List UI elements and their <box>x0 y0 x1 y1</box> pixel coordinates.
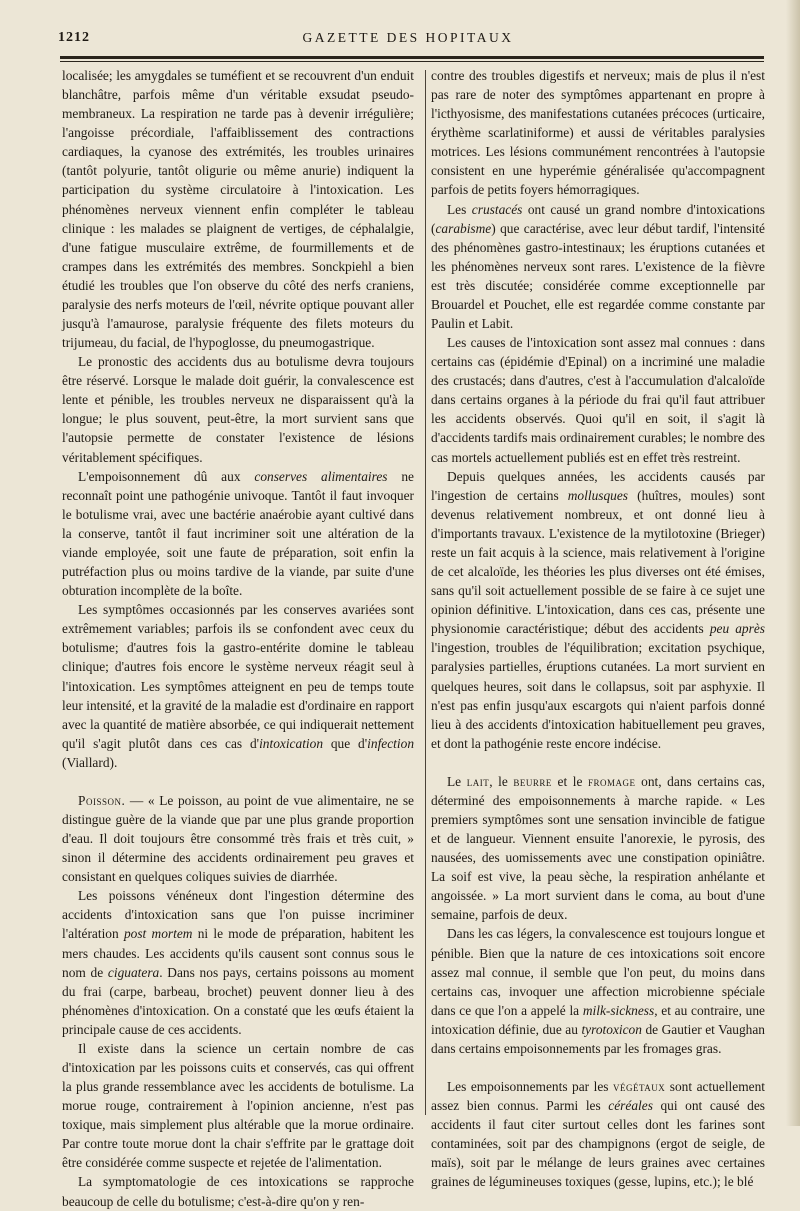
header-rule-thick <box>60 56 764 59</box>
italic-term: carabisme <box>435 220 492 236</box>
paragraph-text: ont causé un grand nombre d'intoxications ( <box>431 201 765 236</box>
journal-title: GAZETTE DES HOPITAUX <box>302 30 514 45</box>
section-lead: Poisson. <box>78 792 126 808</box>
paragraph-text: ne reconnaît point une pathogénie univoque. Tantôt il faut invoquer le botulisme vrai, avec une bactérie anaérobie ayant cultivé dans la conserve, tantôt il faut incriminer soit une altération de la viande employée, soit une faute de préparation, soit enfin la putréfaction plus ou moins tardive de la viande, par suite d'une obturation incomplète de la boîte. <box>62 468 414 599</box>
paragraph-text: que d' <box>323 735 368 751</box>
paragraph-vegetaux <box>431 1077 765 1191</box>
paragraph: Les causes de l'intoxication sont assez mal connues : dans certains cas (épidémie d'Epinal) on a incriminé une maladie des crustacés; dans d'autres, c'est à l'accumulation d'alcaloïde dans certains organes à la période du frai qu'il faut attribuer les accidents observés. Quoi qu'il en soit, il s'agit là d'accidents tardifs mais ordinairement curables; le nombre des cas mortels actuellement publiés est en effet très restreint. <box>431 335 765 465</box>
paragraph-text: (Viallard). <box>62 754 118 770</box>
paragraph: localisée; les amygdales se tuméfient et se recouvrent d'un enduit blanchâtre, parfois même d'un véritable exsudat pseudo-membraneux. La respiration ne tarde pas à devenir irrégulière; l'angoisse précordiale, l'affaiblissement des contractions cardiaques, la cyanose des extrémités, les troubles urinaires (tantôt polyurie, tantôt oligurie ou même anurie) indiquent la participation du système circulatoire à l'intoxication. Les phénomènes nerveux viennent enfin compléter le tableau clinique : les malades se plaignent de vertiges, de céphalalgie, d'une fatigue musculaire extrême, de fourmillements et de crampes dans les extrémités des membres. Sonckpiehl a bien étudié les troubles que l'on observe du côté des nerfs craniens, paralysie des nerfs moteurs de l'œil, névrite optique pouvant aller jusqu'à l'amaurose, paralysie fréquente des filets moteurs du trijumeau, du facial, de l'hypoglosse, du pneumogastrique. <box>62 68 414 351</box>
paragraph <box>62 600 414 772</box>
page-edge-stain <box>786 0 800 1126</box>
paragraph <box>62 467 414 601</box>
paragraph-text: Les symptômes occasionnés par les conserves avariées sont extrêmement variables; parfois ils se confondent avec ceux du botulisme; d'autres fois la gastro-entérite domine le tableau clinique; d'autres fois encore le système nerveux réagit seul à l'intoxication. Les symptômes atteignent en peu de temps toute leur intensité, et la gravité de la maladie est d'ordinaire en rapport avec la quantité de matière absorbée, ce qui indiquerait nettement qu'il s'agit plutôt dans ces cas d' <box>62 602 414 751</box>
page-header <box>56 28 760 54</box>
italic-term: post mortem <box>123 926 193 942</box>
right-column <box>431 66 765 1191</box>
paragraph-lait <box>431 772 765 925</box>
paragraph-text: l'ingestion, troubles de l'équilibration; excitation psychique, paralysies partielles, éruptions cutanées. La mort survient en quelques heures, soit dans le collapsus, soit par asphyxie. Il n'est pas enfin jusqu'aux escargots qui n'aient parfois donné lieu à des accidents d'intoxication habituellement peu graves, et dont la pathogénie reste encore indécise. <box>431 640 765 751</box>
paragraph-text: L'empoisonnement dû aux <box>78 468 255 484</box>
paragraph-text: , et au contraire, une intoxication définie, due au <box>431 1002 765 1037</box>
paragraph-poisson <box>62 791 414 886</box>
italic-term: peu après <box>709 621 765 637</box>
paragraph-text: de Gautier et Vaughan dans certains empoisonnements par les fromages gras. <box>431 1021 765 1056</box>
paragraph-text: , le <box>489 773 514 789</box>
paragraph-text: Les <box>447 201 472 217</box>
paragraph-text: sont actuellement assez bien connus. Parmi les <box>431 1078 765 1114</box>
paragraph-text: (huîtres, moules) sont devenus relativement nombreux, et ont donné lieu à d'importants travaux. L'existence de la mytilotoxine (Brieger) reste un fait acquis à la science, mais relativement à l'origine de cet alcaloïde, les théories les plus diverses ont été émises, sans qu'il soit actuellement possible de se faire à ce sujet une opinion définitive. L'intoxication, dans ces cas, présente une physionomie caractéristique; début des accidents <box>431 487 765 637</box>
paragraph <box>431 467 765 753</box>
paragraph-text: . Dans nos pays, certains poissons au moment du frai (carpe, barbeau, brochet) peuvent donner lieu à des phénomènes d'intoxication. On a constaté que les œufs étaient la principale cause de ces accidents. <box>62 964 414 1037</box>
left-column <box>62 66 414 1211</box>
page-number: 1212 <box>58 30 90 45</box>
italic-term: conserves alimentaires <box>254 468 388 484</box>
small-caps-term: fromage <box>588 773 636 789</box>
paragraph-text: Dans les cas légers, la convalescence est toujours longue et pénible. Bien que la nature de ces intoxications soit encore assez mal connue, il semble que l'on peut, du moins dans certains cas, invoquer une affection microbienne spéciale dans ce que l'on a appelé la <box>431 926 765 1018</box>
column-divider <box>425 70 426 1115</box>
paragraph: Le pronostic des accidents dus au botulisme devra toujours être réservé. Lorsque le malade doit guérir, la convalescence est lente et pénible, les troubles nerveux ne disparaissent qu'à la longue; le plus souvent, peut-être, la mort survient sans que l'autopsie permette de constater l'existence de lésions véritablement spécifiques. <box>62 354 414 465</box>
italic-term: milk-sickness <box>582 1002 655 1018</box>
paragraph-text: Les empoisonnements par les <box>447 1078 613 1094</box>
italic-term: ciguatera <box>107 964 160 980</box>
paragraph-text: et le <box>551 773 589 789</box>
paragraph-text: ) que caractérise, avec leur début tardif, l'intensité des phénomènes gastro-intestinaux; les éruptions cutanées et les phénomènes nerveux sont rares. L'existence de la fièvre est très discutée; considérée comme exceptionnelle par Brouardel et Pouchet, elle est regardée comme constante par Paulin et Labit. <box>431 220 765 332</box>
italic-term: infection <box>367 735 415 751</box>
paragraph-text: Depuis quelques années, les accidents causés par l'ingestion de certains <box>431 468 765 503</box>
paragraph-text: ni le mode de préparation, habitent les mers chaudes. Les accidents qu'ils causent sont connus sous le nom de <box>62 926 414 980</box>
italic-term: céréales <box>608 1098 653 1114</box>
italic-term: intoxication <box>259 735 324 751</box>
paragraph-text: — « Le poisson, au point de vue alimentaire, ne se distingue guère de la viande que par une plus grande proportion d'eau. Il doit toujours être consommé très frais et très cuit, » sinon il détermine des accidents ordinairement peu graves et consistant en quelques coliques suivies de diarrhée. <box>62 792 414 885</box>
small-caps-term: végétaux <box>612 1078 666 1094</box>
paragraph-text: Le <box>447 773 467 789</box>
paragraph-text: Les poissons vénéneux dont l'ingestion détermine des accidents d'intoxication sans que l'on puisse incriminer l'altération <box>62 888 414 942</box>
small-caps-term: lait <box>466 773 490 789</box>
paragraph: La symptomatologie de ces intoxications se rapproche beaucoup de celle du botulisme; c'est-à-dire qu'on y ren- <box>62 1174 414 1209</box>
italic-term: crustacés <box>471 201 523 217</box>
paragraph <box>431 200 765 334</box>
italic-term: tyrotoxicon <box>581 1021 642 1037</box>
paragraph <box>431 924 765 1058</box>
paragraph-text: qui ont causé des accidents il faut citer surtout celles dont les farines sont contaminées, soit par des champignons (ergot de seigle, de maïs), soit par le mélange de leurs graines avec certaines graines de légumineuses toxiques (gesse, lupins, etc.); le blé <box>431 1098 765 1190</box>
paragraph-text: ont, dans certains cas, déterminé des empoisonnements à marche rapide. « Les premiers symptômes sont une sensation invincible de fatigue et de langueur. Viennent ensuite l'anorexie, le pyrosis, des nausées, des uomissements avec une constipation opiniâtre. La soif est vive, la peau sèche, la respiration anhélante et angoissée. » La mort survient dans le coma, au bout d'une semaine, parfois de deux. <box>431 773 765 923</box>
header-rule-thin <box>60 61 764 62</box>
paragraph: contre des troubles digestifs et nerveux; mais de plus il n'est pas rare de noter des symptômes appartenant en propre à l'icthyosisme, des manifestations cutanées précoces (urticaire, érythème scarlatiniforme) et aussi de véritables paralysies motrices. Les lésions communément rencontrées à l'autopsie consistent en une hyperémie généralisée qu'accompagnent parfois de petits foyers hémorragiques. <box>431 68 765 198</box>
paragraph <box>62 886 414 1039</box>
paragraph: Il existe dans la science un certain nombre de cas d'intoxication par les poissons cuits et conservés, cas qui offrent la plus grande ressemblance avec les accidents de botulisme. La morue rouge, contrairement à l'opinion ancienne, n'est pas toxique, mais simplement plus altérable que la morue ordinaire. Par contre toute morue dont la chair s'effrite par le grattage doit être considérée comme suspecte et rejetée de l'alimentation. <box>62 1040 414 1171</box>
small-caps-term: beurre <box>513 773 552 789</box>
italic-term: mollusques <box>567 487 629 503</box>
